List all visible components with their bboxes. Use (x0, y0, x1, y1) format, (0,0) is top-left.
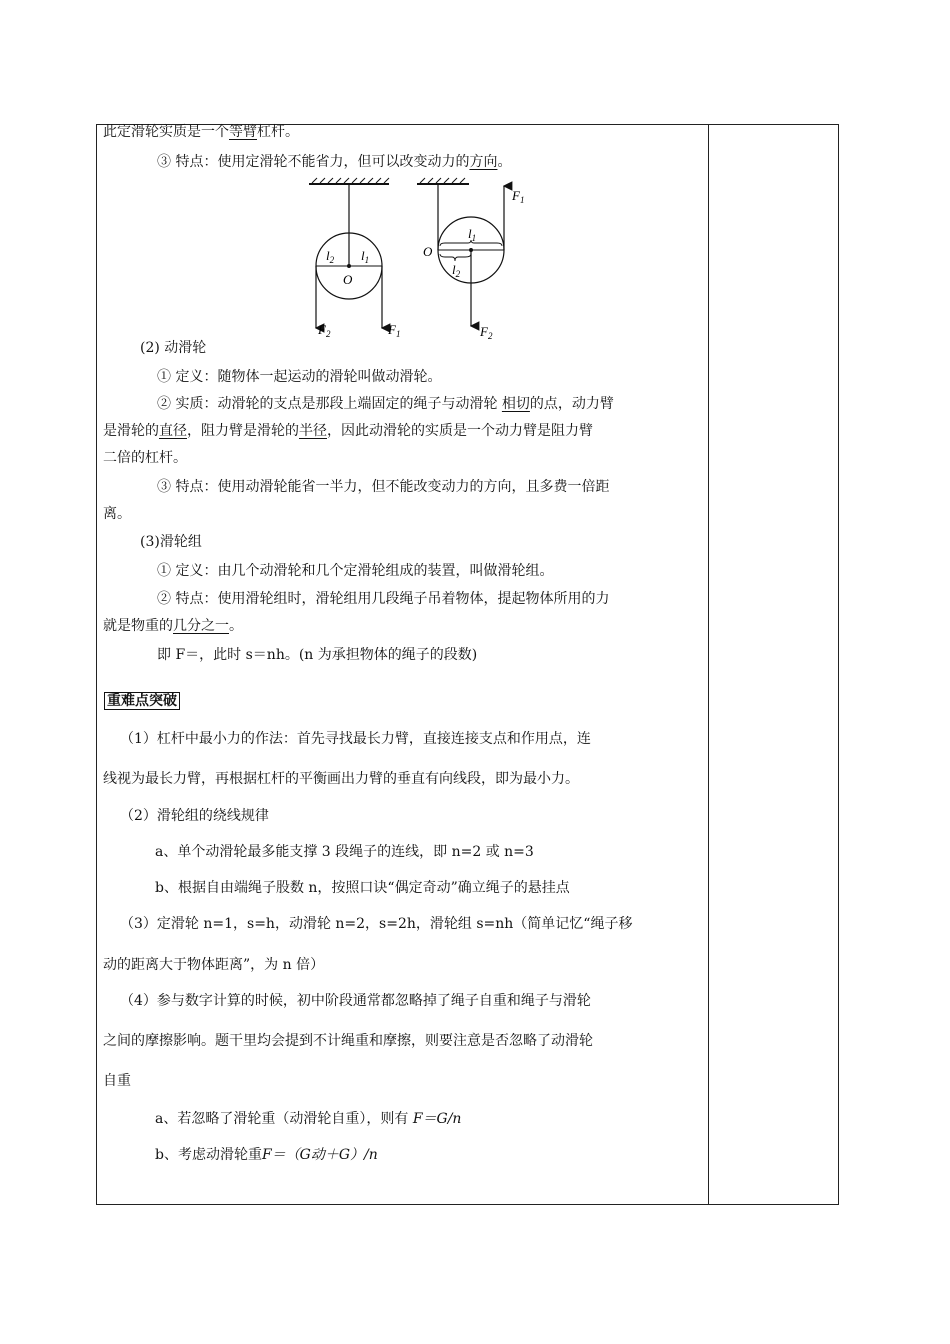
key-point-3a: （3）定滑轮 n=1，s=h，动滑轮 n=2，s=2h，滑轮组 s=nh（简单记忆“绳子移 (120, 916, 633, 932)
label-l1-right: $l_1$ (468, 226, 477, 243)
label-f2-right: $F_2$ (480, 324, 493, 341)
key-point-4e: b、考虑动滑轮重F＝（G动＋G）/n (155, 1147, 378, 1163)
movable-pulley-essence-2: 是滑轮的直径，阻力臂是滑轮的半径，因此动滑轮的实质是一个动力臂是阻力臂 (103, 423, 593, 439)
column-divider (708, 124, 709, 1205)
movable-pulley-essence-3: 二倍的杠杆。 (103, 450, 187, 466)
movable-pulley-figure (417, 178, 524, 341)
key-point-4c: 自重 (103, 1073, 131, 1089)
pulley-block-feature-2: 就是物重的几分之一。 (103, 618, 243, 634)
key-point-4d: a、若忽略了滑轮重（动滑轮自重），则有 F＝G/n (155, 1111, 462, 1127)
pulley-block-definition: ① 定义：由几个动滑轮和几个定滑轮组成的装置，叫做滑轮组。 (157, 563, 554, 579)
movable-pulley-feature-2: 离。 (103, 506, 131, 522)
key-point-2b: b、根据自由端绳子股数 n，按照口诀“偶定奇动”确立绳子的悬挂点 (155, 880, 570, 896)
label-o-right: O (423, 244, 433, 259)
fixed-pulley-feature: ③ 特点：使用定滑轮不能省力，但可以改变动力的方向。 (157, 154, 512, 170)
label-l1-left: $l_1$ (361, 248, 370, 265)
label-l2-right: $l_2$ (452, 262, 461, 279)
key-point-4b: 之间的摩擦影响。题干里均会提到不计绳重和摩擦，则要注意是否忽略了动滑轮 (103, 1033, 593, 1049)
key-points-title: 重难点突破 (104, 691, 180, 711)
key-point-4a: （4）参与数字计算的时候，初中阶段通常都忽略掉了绳子自重和绳子与滑轮 (120, 993, 591, 1009)
movable-pulley-definition: ① 定义：随物体一起运动的滑轮叫做动滑轮。 (157, 369, 442, 385)
label-f1-left: $F_1$ (388, 322, 401, 339)
fixed-pulley-figure (309, 178, 400, 339)
movable-pulley-feature-1: ③ 特点：使用动滑轮能省一半力，但不能改变动力的方向，且多费一倍距 (157, 479, 610, 495)
label-f1-right: $F_1$ (512, 188, 525, 205)
key-point-2a: a、单个动滑轮最多能支撑 3 段绳子的连线，即 n=2 或 n=3 (155, 844, 534, 860)
label-l2-left: $l_2$ (326, 248, 335, 265)
movable-pulley-essence-1: ② 实质：动滑轮的支点是那段上端固定的绳子与动滑轮 相切的点，动力臂 (157, 396, 614, 412)
pulley-diagram (300, 176, 540, 346)
key-point-3b: 动的距离大于物体距离”，为 n 倍） (103, 957, 325, 973)
movable-pulley-heading: (2) 动滑轮 (140, 340, 207, 356)
key-point-2: （2）滑轮组的绕线规律 (120, 808, 269, 824)
key-point-1a: （1）杠杆中最小力的作法：首先寻找最长力臂，直接连接支点和作用点，连 (120, 731, 591, 747)
pulley-block-formula: 即 F＝，此时 s＝nh。(n 为承担物体的绳子的段数) (157, 647, 478, 663)
fixed-pulley-essence: 此定滑轮实质是一个等臂杠杆。 (103, 124, 299, 140)
label-o-left: O (343, 272, 353, 287)
pulley-block-heading: (3)滑轮组 (140, 534, 202, 550)
label-f2-left: $F_2$ (318, 322, 331, 339)
pulley-block-feature-1: ② 特点：使用滑轮组时，滑轮组用几段绳子吊着物体，提起物体所用的力 (157, 591, 610, 607)
key-point-1b: 线视为最长力臂，再根据杠杆的平衡画出力臂的垂直有向线段，即为最小力。 (103, 771, 579, 787)
